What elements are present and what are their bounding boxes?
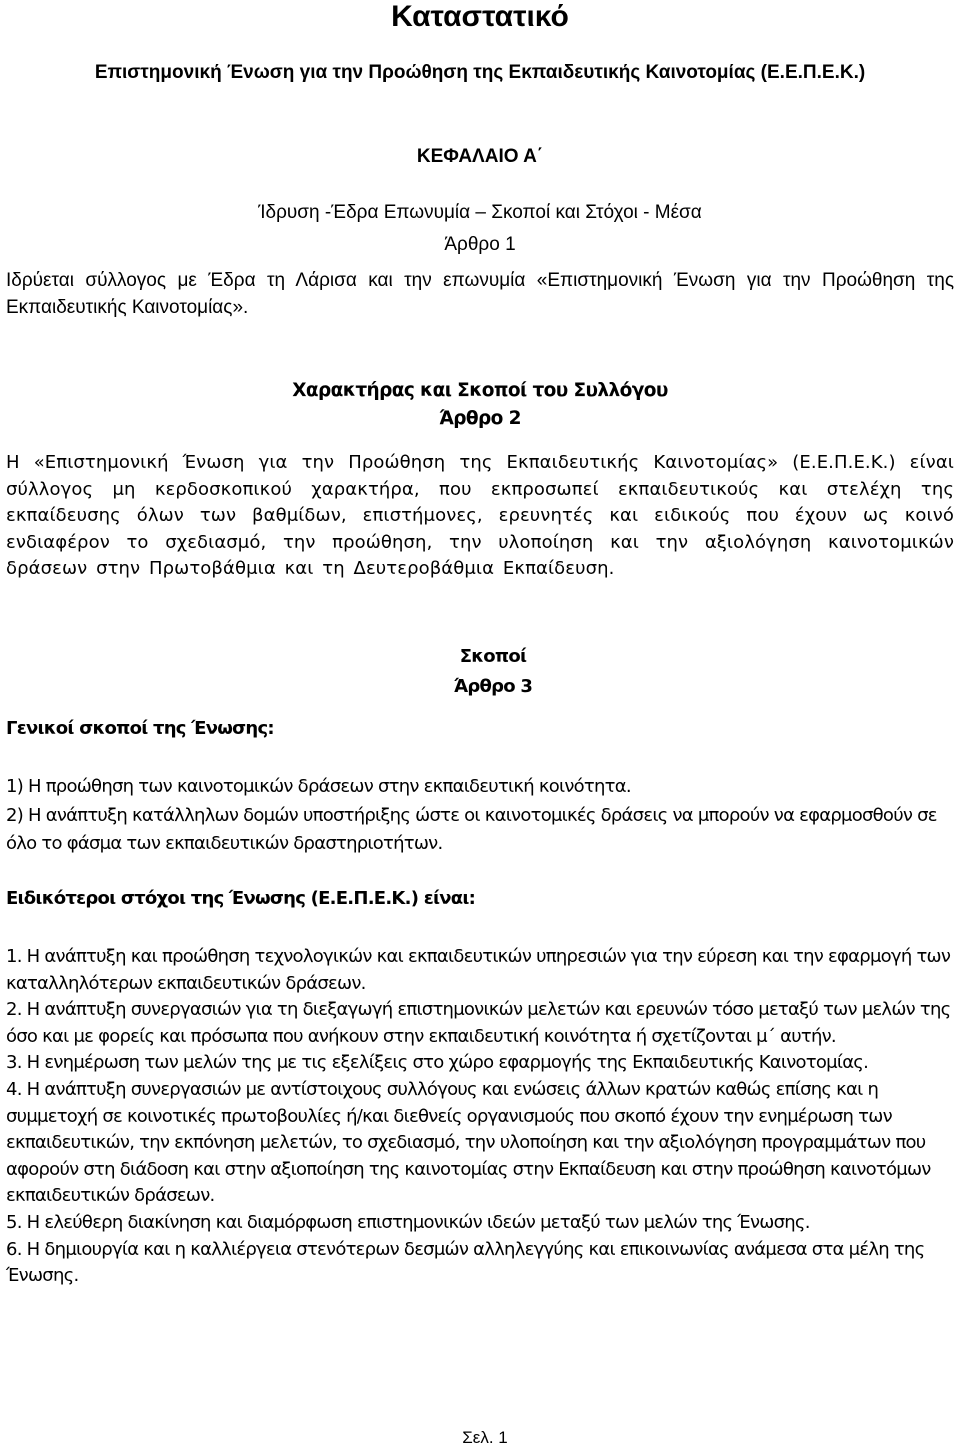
general-goal-item: 2) Η ανάπτυξη κατάλληλων δομών υποστήριξης ώστε οι καινοτομικές δράσεις να μπορούν να εφαρμοσθούν σε όλο το φάσμα των εκπαιδευτικών δραστηριοτήτων. <box>6 805 937 854</box>
page-number: Σελ. 1 <box>462 1428 508 1447</box>
specific-goal-item: 3. Η ενημέρωση των μελών της με τις εξελίξεις στο χώρο εφαρμογής της Εκπαιδευτικής Καινοτομίας. <box>6 1052 869 1074</box>
section2-article-number: Άρθρο 2 <box>439 408 521 429</box>
section3-heading: Σκοποί <box>459 646 527 667</box>
specific-goals-title: Ειδικότεροι στόχοι της Ένωσης (Ε.Ε.Π.Ε.Κ.) είναι: <box>6 888 476 909</box>
section2-heading: Χαρακτήρας και Σκοποί του Συλλόγου <box>292 380 668 401</box>
general-goal-item: 1) Η προώθηση των καινοτομικών δράσεων στην εκπαιδευτική κοινότητα. <box>6 776 631 797</box>
specific-goal-item: 6. Η δημιουργία και η καλλιέργεια στενότερων δεσμών αλληλεγγύης και επικοινωνίας ανάμεσα στα μέλη της Ένωσης. <box>6 1238 925 1287</box>
document-subtitle: Επιστημονική Ένωση για την Προώθηση της Εκπαιδευτικής Καινοτομίας (Ε.Ε.Π.Ε.Κ.) <box>94 62 866 83</box>
section3-article-number: Άρθρο 3 <box>453 676 533 697</box>
specific-goal-item: 1. Η ανάπτυξη και προώθηση τεχνολογικών και εκπαιδευτικών υπηρεσιών για την εύρεση και την εφαρμογή των καταλληλότερων εκπαιδευτικών δράσεων. <box>6 946 951 994</box>
section2-paragraph: Η «Επιστημονική Ένωση για την Προώθηση της Εκπαιδευτικής Καινοτομίας» (Ε.Ε.Π.Ε.Κ.) είναι σύλλογος μη κερδοσκοπικού χαρακτήρα, που εκπροσωπεί εκπαιδευτικούς και στελέχη της εκπαίδευσης όλων των βαθμίδων, επιστήμονες, ερευνητές και ειδικούς που έχουν ως κοινό ενδιαφέρον το σχεδιασμό, την προώθηση, την υλοποίηση και την αξιολόγηση καινοτομικών δράσεων στην Πρωτοβάθμια και τη Δευτεροβάθμια Εκπαίδευση. <box>6 452 954 580</box>
section1-article-number: Άρθρο 1 <box>444 234 516 255</box>
section1-paragraph: Ιδρύεται σύλλογος με Έδρα τη Λάρισα και την επωνυμία «Επιστημονική Ένωση για την Προώθηση της Εκπαιδευτικής Καινοτομίας». <box>6 270 954 318</box>
general-goals-title: Γενικοί σκοποί της Ένωσης: <box>6 718 274 739</box>
chapter-heading: ΚΕΦΑΛΑΙΟ Α΄ <box>416 146 544 167</box>
specific-goal-item: 2. Η ανάπτυξη συνεργασιών για τη διεξαγωγή επιστημονικών μελετών και ερευνών τόσο μεταξύ των μελών της όσο και με φορείς και πρόσωπα που ανήκουν στην εκπαιδευτική κοινότητα ή σχετίζονται μ΄ αυτήν. <box>6 999 951 1047</box>
specific-goal-item: 4. Η ανάπτυξη συνεργασιών με αντίστοιχους συλλόγους και ενώσεις άλλων κρατών καθώς επίσης και η συμμετοχή σε κοινοτικές πρωτοβουλίες ή/και διεθνείς οργανισμούς που σκοπό έχουν την ενημέρωση των εκπαιδευτικών, την εκπόνηση μελετών, το σχεδιασμό, την υλοποίηση και την αξιολόγηση προγραμμάτων που αφορούν στη διάδοση και στην αξιοποίηση της καινοτομίας στην Εκπαίδευση και στην προώθηση καινοτόμων εκπαιδευτικών δράσεων. <box>6 1078 931 1207</box>
specific-goals-list <box>6 944 954 1290</box>
document-title: Καταστατικό <box>391 0 569 33</box>
section1-heading: Ίδρυση -Έδρα Επωνυμία – Σκοποί και Στόχοι - Μέσα <box>258 202 702 223</box>
specific-goal-item: 5. Η ελεύθερη διακίνηση και διαμόρφωση επιστημονικών ιδεών μεταξύ των μελών της Ένωσης. <box>6 1211 810 1233</box>
